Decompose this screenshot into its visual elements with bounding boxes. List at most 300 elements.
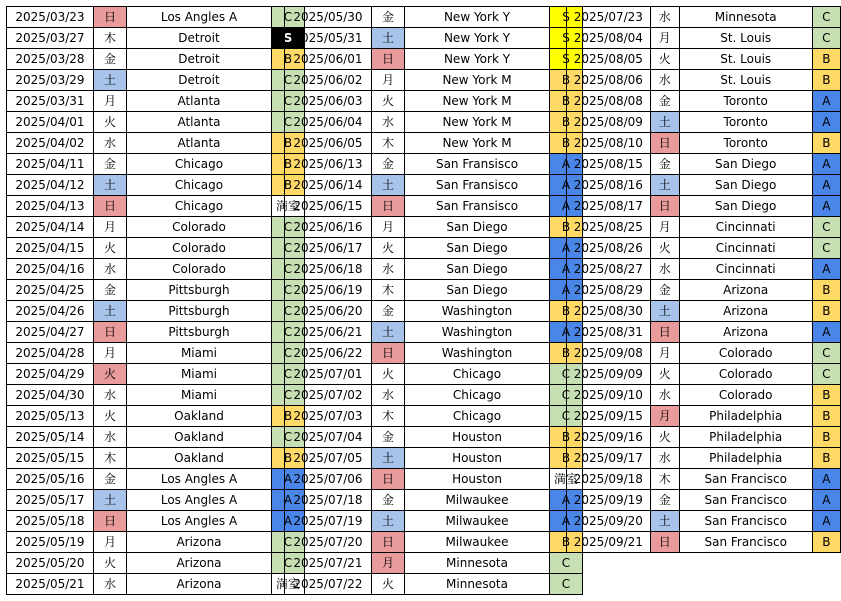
date-cell: 2025/04/01 (7, 112, 94, 133)
weekday-cell: 火 (372, 574, 405, 595)
table-row (567, 49, 841, 70)
rank-cell: C (550, 553, 583, 574)
weekday-cell: 木 (372, 406, 405, 427)
city-cell: Atlanta (127, 112, 272, 133)
weekday-cell: 水 (650, 7, 679, 28)
city-cell: New York Y (405, 28, 550, 49)
weekday-cell: 金 (94, 154, 127, 175)
date-cell: 2025/06/01 (285, 49, 372, 70)
weekday-cell: 土 (94, 490, 127, 511)
table-row (285, 553, 583, 574)
rank-cell: 満室 (272, 574, 305, 595)
table-row (7, 217, 305, 238)
rank-cell: C (272, 112, 305, 133)
date-cell: 2025/04/30 (7, 385, 94, 406)
date-cell: 2025/04/13 (7, 196, 94, 217)
date-cell: 2025/05/31 (285, 28, 372, 49)
table-row (567, 406, 841, 427)
date-cell: 2025/08/27 (567, 259, 651, 280)
city-cell: Detroit (127, 70, 272, 91)
city-cell: San Diego (679, 196, 812, 217)
city-cell: Pittsburgh (127, 301, 272, 322)
weekday-cell: 日 (94, 7, 127, 28)
weekday-cell: 火 (94, 364, 127, 385)
date-cell: 2025/03/27 (7, 28, 94, 49)
table-row (7, 427, 305, 448)
date-cell: 2025/07/02 (285, 385, 372, 406)
date-cell: 2025/04/16 (7, 259, 94, 280)
table-row (567, 511, 841, 532)
rank-cell: B (272, 406, 305, 427)
weekday-cell: 金 (94, 469, 127, 490)
city-cell: Toronto (679, 112, 812, 133)
date-cell: 2025/08/25 (567, 217, 651, 238)
weekday-cell: 木 (650, 469, 679, 490)
date-cell: 2025/05/13 (7, 406, 94, 427)
city-cell: Washington (405, 322, 550, 343)
date-cell: 2025/05/17 (7, 490, 94, 511)
date-cell: 2025/05/21 (7, 574, 94, 595)
weekday-cell: 日 (94, 511, 127, 532)
weekday-cell: 水 (94, 427, 127, 448)
city-cell: Colorado (679, 364, 812, 385)
city-cell: San Diego (405, 280, 550, 301)
date-cell: 2025/08/15 (567, 154, 651, 175)
rank-cell: C (812, 7, 840, 28)
weekday-cell: 金 (372, 490, 405, 511)
city-cell: Colorado (127, 238, 272, 259)
date-cell: 2025/08/09 (567, 112, 651, 133)
weekday-cell: 火 (94, 553, 127, 574)
city-cell: Colorado (679, 385, 812, 406)
schedule-body (567, 7, 841, 553)
date-cell: 2025/06/21 (285, 322, 372, 343)
date-cell: 2025/06/19 (285, 280, 372, 301)
date-cell: 2025/08/16 (567, 175, 651, 196)
weekday-cell: 土 (372, 448, 405, 469)
weekday-cell: 火 (650, 364, 679, 385)
city-cell: Arizona (679, 322, 812, 343)
table-row (7, 469, 305, 490)
weekday-cell: 火 (94, 112, 127, 133)
city-cell: New York M (405, 91, 550, 112)
weekday-cell: 月 (94, 532, 127, 553)
rank-cell: C (272, 238, 305, 259)
rank-cell: C (272, 343, 305, 364)
city-cell: San Francisco (679, 490, 812, 511)
city-cell: Houston (405, 469, 550, 490)
city-cell: Atlanta (127, 91, 272, 112)
city-cell: Washington (405, 343, 550, 364)
weekday-cell: 月 (650, 28, 679, 49)
table-row (567, 343, 841, 364)
rank-cell: A (550, 322, 583, 343)
rank-cell: B (550, 301, 583, 322)
city-cell: Oakland (127, 448, 272, 469)
rank-cell: B (272, 133, 305, 154)
weekday-cell: 土 (372, 28, 405, 49)
city-cell: Toronto (679, 91, 812, 112)
city-cell: St. Louis (679, 28, 812, 49)
table-row (7, 448, 305, 469)
weekday-cell: 水 (372, 385, 405, 406)
city-cell: Miami (127, 343, 272, 364)
rank-cell: C (272, 7, 305, 28)
date-cell: 2025/06/13 (285, 154, 372, 175)
rank-cell: A (550, 280, 583, 301)
date-cell: 2025/07/01 (285, 364, 372, 385)
weekday-cell: 日 (372, 343, 405, 364)
city-cell: Toronto (679, 133, 812, 154)
table-row (285, 238, 583, 259)
city-cell: Cincinnati (679, 259, 812, 280)
rank-cell: A (812, 511, 840, 532)
table-row (567, 532, 841, 553)
date-cell: 2025/08/06 (567, 70, 651, 91)
city-cell: New York M (405, 112, 550, 133)
rank-cell: B (550, 343, 583, 364)
weekday-cell: 月 (94, 343, 127, 364)
weekday-cell: 金 (650, 490, 679, 511)
table-row (567, 70, 841, 91)
table-row (285, 532, 583, 553)
table-row (285, 175, 583, 196)
table-row (7, 532, 305, 553)
city-cell: Minnesota (405, 553, 550, 574)
table-row (7, 175, 305, 196)
table-row (285, 280, 583, 301)
table-row (7, 364, 305, 385)
table-row (567, 91, 841, 112)
weekday-cell: 土 (650, 301, 679, 322)
city-cell: New York Y (405, 7, 550, 28)
table-row (7, 28, 305, 49)
weekday-cell: 月 (372, 70, 405, 91)
rank-cell: C (272, 301, 305, 322)
table-row (7, 7, 305, 28)
rank-cell: A (550, 196, 583, 217)
rank-cell: C (272, 91, 305, 112)
city-cell: Chicago (127, 175, 272, 196)
city-cell: St. Louis (679, 70, 812, 91)
rank-cell: B (550, 427, 583, 448)
date-cell: 2025/08/31 (567, 322, 651, 343)
date-cell: 2025/04/25 (7, 280, 94, 301)
rank-cell: B (812, 385, 840, 406)
weekday-cell: 日 (372, 196, 405, 217)
schedule-body (7, 7, 305, 595)
city-cell: Pittsburgh (127, 322, 272, 343)
rank-cell: C (272, 553, 305, 574)
weekday-cell: 金 (650, 154, 679, 175)
table-row (567, 448, 841, 469)
rank-cell: B (812, 406, 840, 427)
schedule-table-1 (6, 6, 305, 595)
weekday-cell: 土 (650, 511, 679, 532)
weekday-cell: 金 (650, 280, 679, 301)
date-cell: 2025/03/31 (7, 91, 94, 112)
city-cell: Philadelphia (679, 406, 812, 427)
weekday-cell: 日 (650, 532, 679, 553)
table-row (285, 343, 583, 364)
table-row (285, 259, 583, 280)
city-cell: Arizona (127, 553, 272, 574)
date-cell: 2025/07/21 (285, 553, 372, 574)
table-row (567, 154, 841, 175)
date-cell: 2025/04/29 (7, 364, 94, 385)
rank-cell: A (550, 511, 583, 532)
city-cell: Philadelphia (679, 427, 812, 448)
rank-cell: A (272, 490, 305, 511)
rank-cell: C (550, 406, 583, 427)
rank-cell: C (812, 28, 840, 49)
city-cell: San Francisco (679, 469, 812, 490)
date-cell: 2025/06/22 (285, 343, 372, 364)
city-cell: Minnesota (679, 7, 812, 28)
date-cell: 2025/05/14 (7, 427, 94, 448)
table-row (285, 133, 583, 154)
rank-cell: A (550, 175, 583, 196)
rank-cell: C (272, 70, 305, 91)
table-row (285, 364, 583, 385)
weekday-cell: 火 (650, 238, 679, 259)
date-cell: 2025/07/19 (285, 511, 372, 532)
weekday-cell: 水 (650, 70, 679, 91)
table-row (7, 154, 305, 175)
city-cell: San Diego (405, 259, 550, 280)
weekday-cell: 土 (94, 301, 127, 322)
weekday-cell: 土 (372, 322, 405, 343)
table-row (7, 553, 305, 574)
date-cell: 2025/09/09 (567, 364, 651, 385)
city-cell: San Diego (405, 217, 550, 238)
city-cell: Milwaukee (405, 511, 550, 532)
date-cell: 2025/04/26 (7, 301, 94, 322)
rank-cell: B (272, 49, 305, 70)
rank-cell: B (812, 532, 840, 553)
city-cell: Arizona (127, 574, 272, 595)
weekday-cell: 土 (94, 175, 127, 196)
table-row (285, 574, 583, 595)
city-cell: San Diego (679, 175, 812, 196)
table-row (7, 343, 305, 364)
date-cell: 2025/07/06 (285, 469, 372, 490)
table-row (567, 112, 841, 133)
rank-cell: C (272, 217, 305, 238)
table-row (567, 133, 841, 154)
date-cell: 2025/06/03 (285, 91, 372, 112)
weekday-cell: 日 (650, 133, 679, 154)
rank-cell: A (812, 490, 840, 511)
rank-cell: S (272, 28, 305, 49)
table-row (7, 238, 305, 259)
date-cell: 2025/06/18 (285, 259, 372, 280)
rank-cell: C (272, 385, 305, 406)
date-cell: 2025/07/20 (285, 532, 372, 553)
date-cell: 2025/04/12 (7, 175, 94, 196)
weekday-cell: 月 (650, 217, 679, 238)
city-cell: Washington (405, 301, 550, 322)
table-row (285, 301, 583, 322)
table-row (7, 301, 305, 322)
weekday-cell: 金 (372, 301, 405, 322)
date-cell: 2025/08/10 (567, 133, 651, 154)
table-row (7, 49, 305, 70)
weekday-cell: 木 (94, 28, 127, 49)
city-cell: St. Louis (679, 49, 812, 70)
rank-cell: A (272, 511, 305, 532)
rank-cell: A (550, 238, 583, 259)
weekday-cell: 金 (650, 91, 679, 112)
rank-cell: B (812, 70, 840, 91)
date-cell: 2025/06/15 (285, 196, 372, 217)
date-cell: 2025/08/08 (567, 91, 651, 112)
weekday-cell: 火 (94, 238, 127, 259)
weekday-cell: 水 (372, 259, 405, 280)
rank-cell: B (812, 133, 840, 154)
rank-cell: C (812, 364, 840, 385)
weekday-cell: 火 (650, 49, 679, 70)
table-row (567, 385, 841, 406)
date-cell: 2025/06/04 (285, 112, 372, 133)
table-row (7, 490, 305, 511)
date-cell: 2025/04/14 (7, 217, 94, 238)
date-cell: 2025/06/20 (285, 301, 372, 322)
weekday-cell: 水 (650, 259, 679, 280)
date-cell: 2025/09/17 (567, 448, 651, 469)
date-cell: 2025/06/17 (285, 238, 372, 259)
rank-cell: A (812, 91, 840, 112)
weekday-cell: 木 (372, 133, 405, 154)
weekday-cell: 日 (372, 469, 405, 490)
city-cell: Arizona (679, 301, 812, 322)
city-cell: Los Angles A (127, 469, 272, 490)
date-cell: 2025/03/28 (7, 49, 94, 70)
date-cell: 2025/07/22 (285, 574, 372, 595)
city-cell: Cincinnati (679, 217, 812, 238)
rank-cell: B (812, 49, 840, 70)
weekday-cell: 水 (94, 133, 127, 154)
rank-cell: A (812, 259, 840, 280)
rank-cell: B (812, 427, 840, 448)
weekday-cell: 水 (372, 112, 405, 133)
rank-cell: S (550, 7, 583, 28)
date-cell: 2025/06/14 (285, 175, 372, 196)
schedule-table-2 (284, 6, 583, 595)
rank-cell: S (550, 28, 583, 49)
date-cell: 2025/09/18 (567, 469, 651, 490)
date-cell: 2025/08/29 (567, 280, 651, 301)
weekday-cell: 月 (650, 343, 679, 364)
rank-cell: A (812, 154, 840, 175)
rank-cell: C (812, 238, 840, 259)
weekday-cell: 日 (94, 322, 127, 343)
rank-cell: B (550, 532, 583, 553)
date-cell: 2025/09/21 (567, 532, 651, 553)
weekday-cell: 日 (650, 196, 679, 217)
table-row (567, 469, 841, 490)
weekday-cell: 日 (94, 196, 127, 217)
city-cell: San Fransisco (405, 175, 550, 196)
table-row (7, 322, 305, 343)
weekday-cell: 月 (94, 217, 127, 238)
city-cell: Minnesota (405, 574, 550, 595)
city-cell: Miami (127, 364, 272, 385)
weekday-cell: 金 (372, 7, 405, 28)
weekday-cell: 木 (94, 448, 127, 469)
table-row (567, 301, 841, 322)
date-cell: 2025/07/04 (285, 427, 372, 448)
rank-cell: C (272, 280, 305, 301)
city-cell: Miami (127, 385, 272, 406)
city-cell: Arizona (127, 532, 272, 553)
table-row (285, 91, 583, 112)
rank-cell: A (272, 469, 305, 490)
date-cell: 2025/04/27 (7, 322, 94, 343)
date-cell: 2025/06/05 (285, 133, 372, 154)
city-cell: Arizona (679, 280, 812, 301)
city-cell: San Diego (405, 238, 550, 259)
weekday-cell: 火 (372, 364, 405, 385)
date-cell: 2025/05/30 (285, 7, 372, 28)
table-row (285, 217, 583, 238)
date-cell: 2025/04/11 (7, 154, 94, 175)
rank-cell: B (272, 154, 305, 175)
date-cell: 2025/05/19 (7, 532, 94, 553)
table-row (567, 427, 841, 448)
rank-cell: B (272, 448, 305, 469)
weekday-cell: 月 (94, 91, 127, 112)
rank-cell: B (550, 448, 583, 469)
rank-cell: C (812, 217, 840, 238)
table-row (7, 511, 305, 532)
rank-cell: B (272, 175, 305, 196)
table-row (7, 406, 305, 427)
city-cell: Colorado (127, 217, 272, 238)
weekday-cell: 日 (372, 532, 405, 553)
city-cell: Oakland (127, 427, 272, 448)
weekday-cell: 土 (650, 175, 679, 196)
city-cell: Detroit (127, 28, 272, 49)
rank-cell: B (812, 448, 840, 469)
date-cell: 2025/08/30 (567, 301, 651, 322)
city-cell: Philadelphia (679, 448, 812, 469)
date-cell: 2025/07/03 (285, 406, 372, 427)
weekday-cell: 火 (94, 406, 127, 427)
schedule-body (285, 7, 583, 595)
city-cell: New York M (405, 133, 550, 154)
weekday-cell: 月 (650, 406, 679, 427)
weekday-cell: 土 (372, 175, 405, 196)
rank-cell: A (550, 154, 583, 175)
rank-cell: A (812, 175, 840, 196)
table-row (7, 112, 305, 133)
table-row (285, 154, 583, 175)
date-cell: 2025/07/23 (567, 7, 651, 28)
weekday-cell: 水 (94, 574, 127, 595)
date-cell: 2025/09/19 (567, 490, 651, 511)
table-row (7, 385, 305, 406)
city-cell: Chicago (405, 364, 550, 385)
table-row (285, 448, 583, 469)
date-cell: 2025/03/23 (7, 7, 94, 28)
table-row (7, 574, 305, 595)
rank-cell: C (812, 343, 840, 364)
weekday-cell: 金 (372, 154, 405, 175)
date-cell: 2025/04/15 (7, 238, 94, 259)
city-cell: Detroit (127, 49, 272, 70)
city-cell: San Diego (679, 154, 812, 175)
